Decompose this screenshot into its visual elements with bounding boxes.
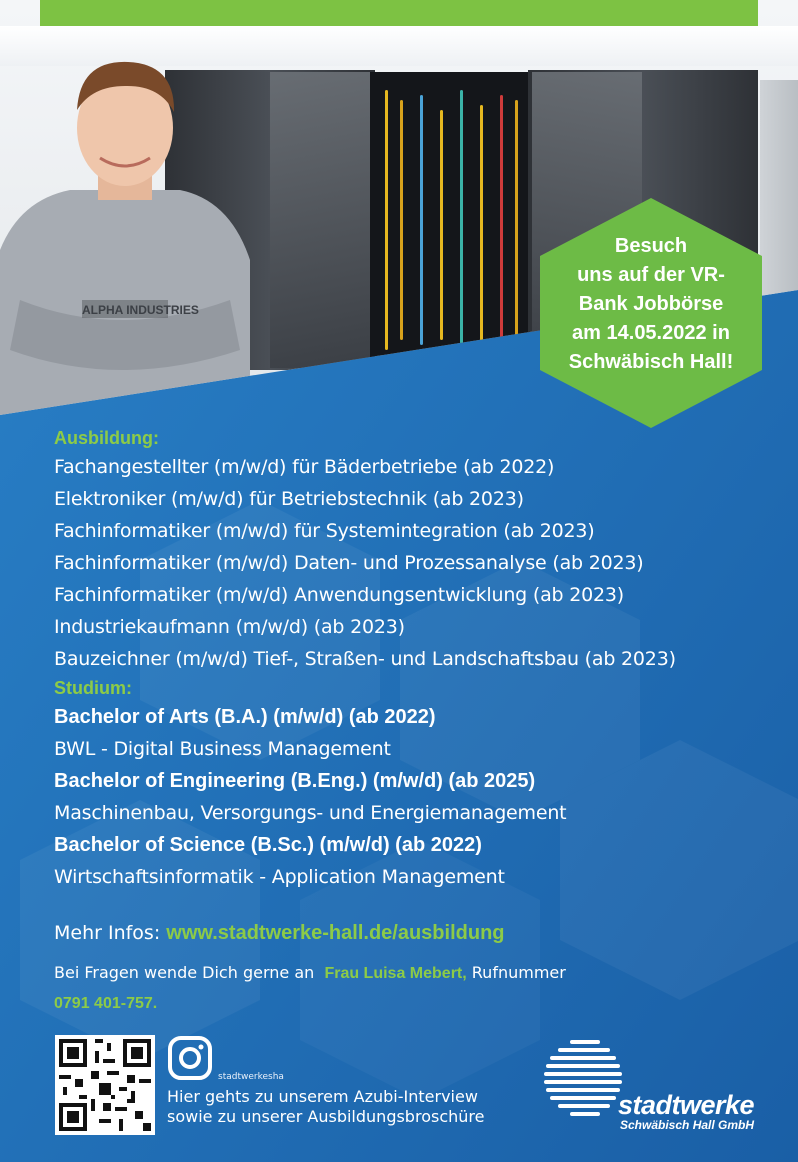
top-green-bar (40, 0, 758, 26)
studium-heading: Studium: (54, 678, 132, 698)
rack-cables (370, 72, 530, 362)
more-info (54, 922, 505, 945)
contact-line (54, 963, 566, 983)
instagram-handle[interactable]: stadtwerkesha (218, 1072, 284, 1082)
rack-door-left (270, 72, 370, 368)
event-badge-text (540, 232, 762, 377)
badge-line: Schwäbisch Hall! (568, 351, 734, 373)
studium-degree: Bachelor of Arts (B.A.) (m/w/d) (ab 2022) (54, 706, 436, 728)
studium-degree: Bachelor of Engineering (B.Eng.) (m/w/d) (ab 2025) (54, 770, 536, 792)
instagram-icon[interactable] (167, 1035, 213, 1081)
contact-phone[interactable]: 0791 401-757. (54, 995, 158, 1012)
studium-subject: Maschinenbau, Versorgungs- und Energiemanagement (54, 802, 567, 824)
ausbildung-item: Fachinformatiker (m/w/d) für Systemintegration (ab 2023) (54, 520, 595, 542)
badge-line: uns auf der VR- (577, 264, 725, 286)
ausbildung-item: Industriekaufmann (m/w/d) (ab 2023) (54, 616, 405, 638)
person-photo (0, 50, 250, 430)
studium-subject: BWL - Digital Business Management (54, 738, 391, 760)
contact-suffix: Rufnummer (471, 963, 566, 982)
instagram-text-line: sowie zu unserer Ausbildungsbroschüre (167, 1107, 485, 1126)
badge-line: am 14.05.2022 in (572, 322, 730, 344)
studium-degree: Bachelor of Science (B.Sc.) (m/w/d) (ab 2022) (54, 834, 482, 856)
ausbildung-item: Bauzeichner (m/w/d) Tief-, Straßen- und Landschaftsbau (ab 2023) (54, 648, 676, 670)
ausbildung-item: Fachinformatiker (m/w/d) Daten- und Prozessanalyse (ab 2023) (54, 552, 644, 574)
instagram-text-line: Hier gehts zu unserem Azubi-Interview (167, 1087, 478, 1106)
ausbildung-item: Fachangestellter (m/w/d) für Bäderbetriebe (ab 2022) (54, 456, 555, 478)
contact-prefix: Bei Fragen wende Dich gerne an (54, 963, 315, 982)
studium-subject: Wirtschaftsinformatik - Application Management (54, 866, 505, 888)
badge-line: Besuch (614, 235, 688, 257)
contact-name: Frau Luisa Mebert, (324, 965, 467, 982)
instagram-text (167, 1087, 484, 1127)
logo-name: stadtwerke (618, 1090, 755, 1120)
svg-text:ALPHA INDUSTRIES: ALPHA INDUSTRIES (82, 303, 199, 317)
ausbildung-item: Fachinformatiker (m/w/d) Anwendungsentwicklung (ab 2023) (54, 584, 624, 606)
main-content (54, 425, 794, 893)
logo-subtitle: Schwäbisch Hall GmbH (620, 1118, 755, 1132)
more-info-link[interactable]: www.stadtwerke-hall.de/ausbildung (166, 922, 505, 944)
badge-line: Bank Jobbörse (578, 293, 724, 315)
qr-code[interactable] (55, 1035, 155, 1135)
ausbildung-heading: Ausbildung: (54, 428, 159, 448)
more-info-label: Mehr Infos: (54, 922, 161, 944)
ausbildung-item: Elektroniker (m/w/d) für Betriebstechnik (ab 2023) (54, 488, 524, 510)
